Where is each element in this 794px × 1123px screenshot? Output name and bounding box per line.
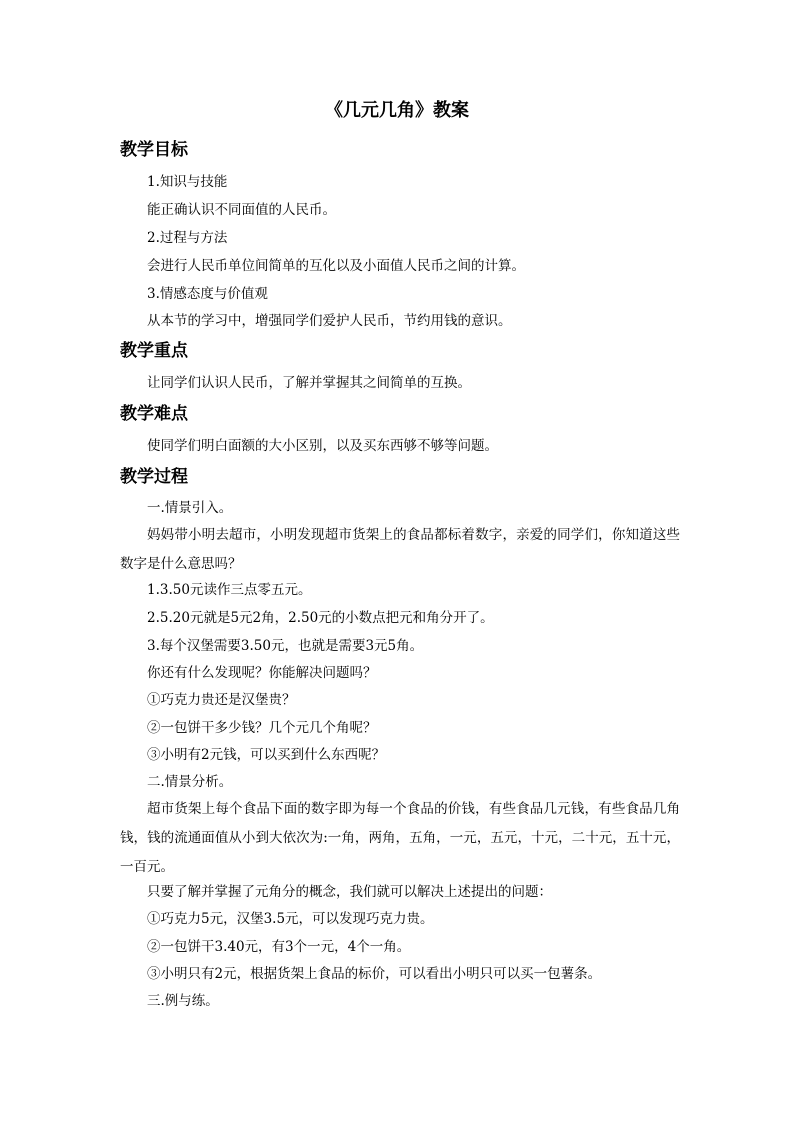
process-line: ②一包饼干多少钱？几个元几个角呢？: [147, 720, 377, 736]
process-line: 一.情景引入。: [147, 500, 233, 516]
process-line: ③小明只有2元，根据货架上食品的标价，可以看出小明只可以买一包薯条。: [147, 966, 602, 982]
objective-line: 能正确认识不同面值的人民币。: [147, 202, 336, 218]
process-paragraph: 超市货架上每个食品下面的数字即为每一个食品的价钱，有些食品几元钱，有些食品几角钱，钱的流通面值从小到大依次为:一角，两角，五角，一元，五元，十元，二十元，五十元，一百元。: [120, 801, 680, 875]
objective-line: 3.情感态度与价值观: [147, 286, 268, 302]
process-line: ②一包饼干3.40元，有3个一元，4个一角。: [147, 939, 411, 955]
key-point-line: 让同学们认识人民币，了解并掌握其之间简单的互换。: [147, 375, 471, 391]
process-line: ①巧克力5元，汉堡3.5元，可以发现巧克力贵。: [147, 911, 434, 927]
process-line: 3.每个汉堡需要3.50元，也就是需要3元5角。: [147, 638, 424, 654]
difficulty-line: 使同学们明白面额的大小区别，以及买东西够不够等问题。: [147, 438, 498, 454]
process-line: 你还有什么发现呢？你能解决问题吗？: [147, 665, 377, 681]
process-line: 1.3.50元读作三点零五元。: [147, 582, 312, 598]
process-line: 二.情景分析。: [147, 774, 233, 790]
document-title: 《几元几角》教案: [325, 100, 469, 121]
process-line: 只要了解并掌握了元角分的概念，我们就可以解决上述提出的问题：: [147, 884, 552, 900]
process-line: 三.例与练。: [147, 993, 219, 1009]
process-line: ③小明有2元钱，可以买到什么东西呢？: [147, 747, 386, 763]
heading-difficulties: 教学难点: [120, 404, 188, 424]
objective-line: 从本节的学习中，增强同学们爱护人民币，节约用钱的意识。: [147, 313, 512, 329]
heading-process: 教学过程: [120, 467, 188, 487]
objective-line: 会进行人民币单位间简单的互化以及小面值人民币之间的计算。: [147, 258, 525, 274]
process-paragraph: 妈妈带小明去超市，小明发现超市货架上的食品都标着数字，亲爱的同学们，你知道这些数字是什么意思吗？: [120, 527, 680, 572]
heading-objectives: 教学目标: [120, 140, 188, 160]
process-line: ①巧克力贵还是汉堡贵？: [147, 692, 296, 708]
process-line: 2.5.20元就是5元2角，2.50元的小数点把元和角分开了。: [147, 610, 494, 626]
objective-line: 1.知识与技能: [147, 174, 228, 190]
objective-line: 2.过程与方法: [147, 230, 228, 246]
heading-key-points: 教学重点: [120, 341, 188, 361]
